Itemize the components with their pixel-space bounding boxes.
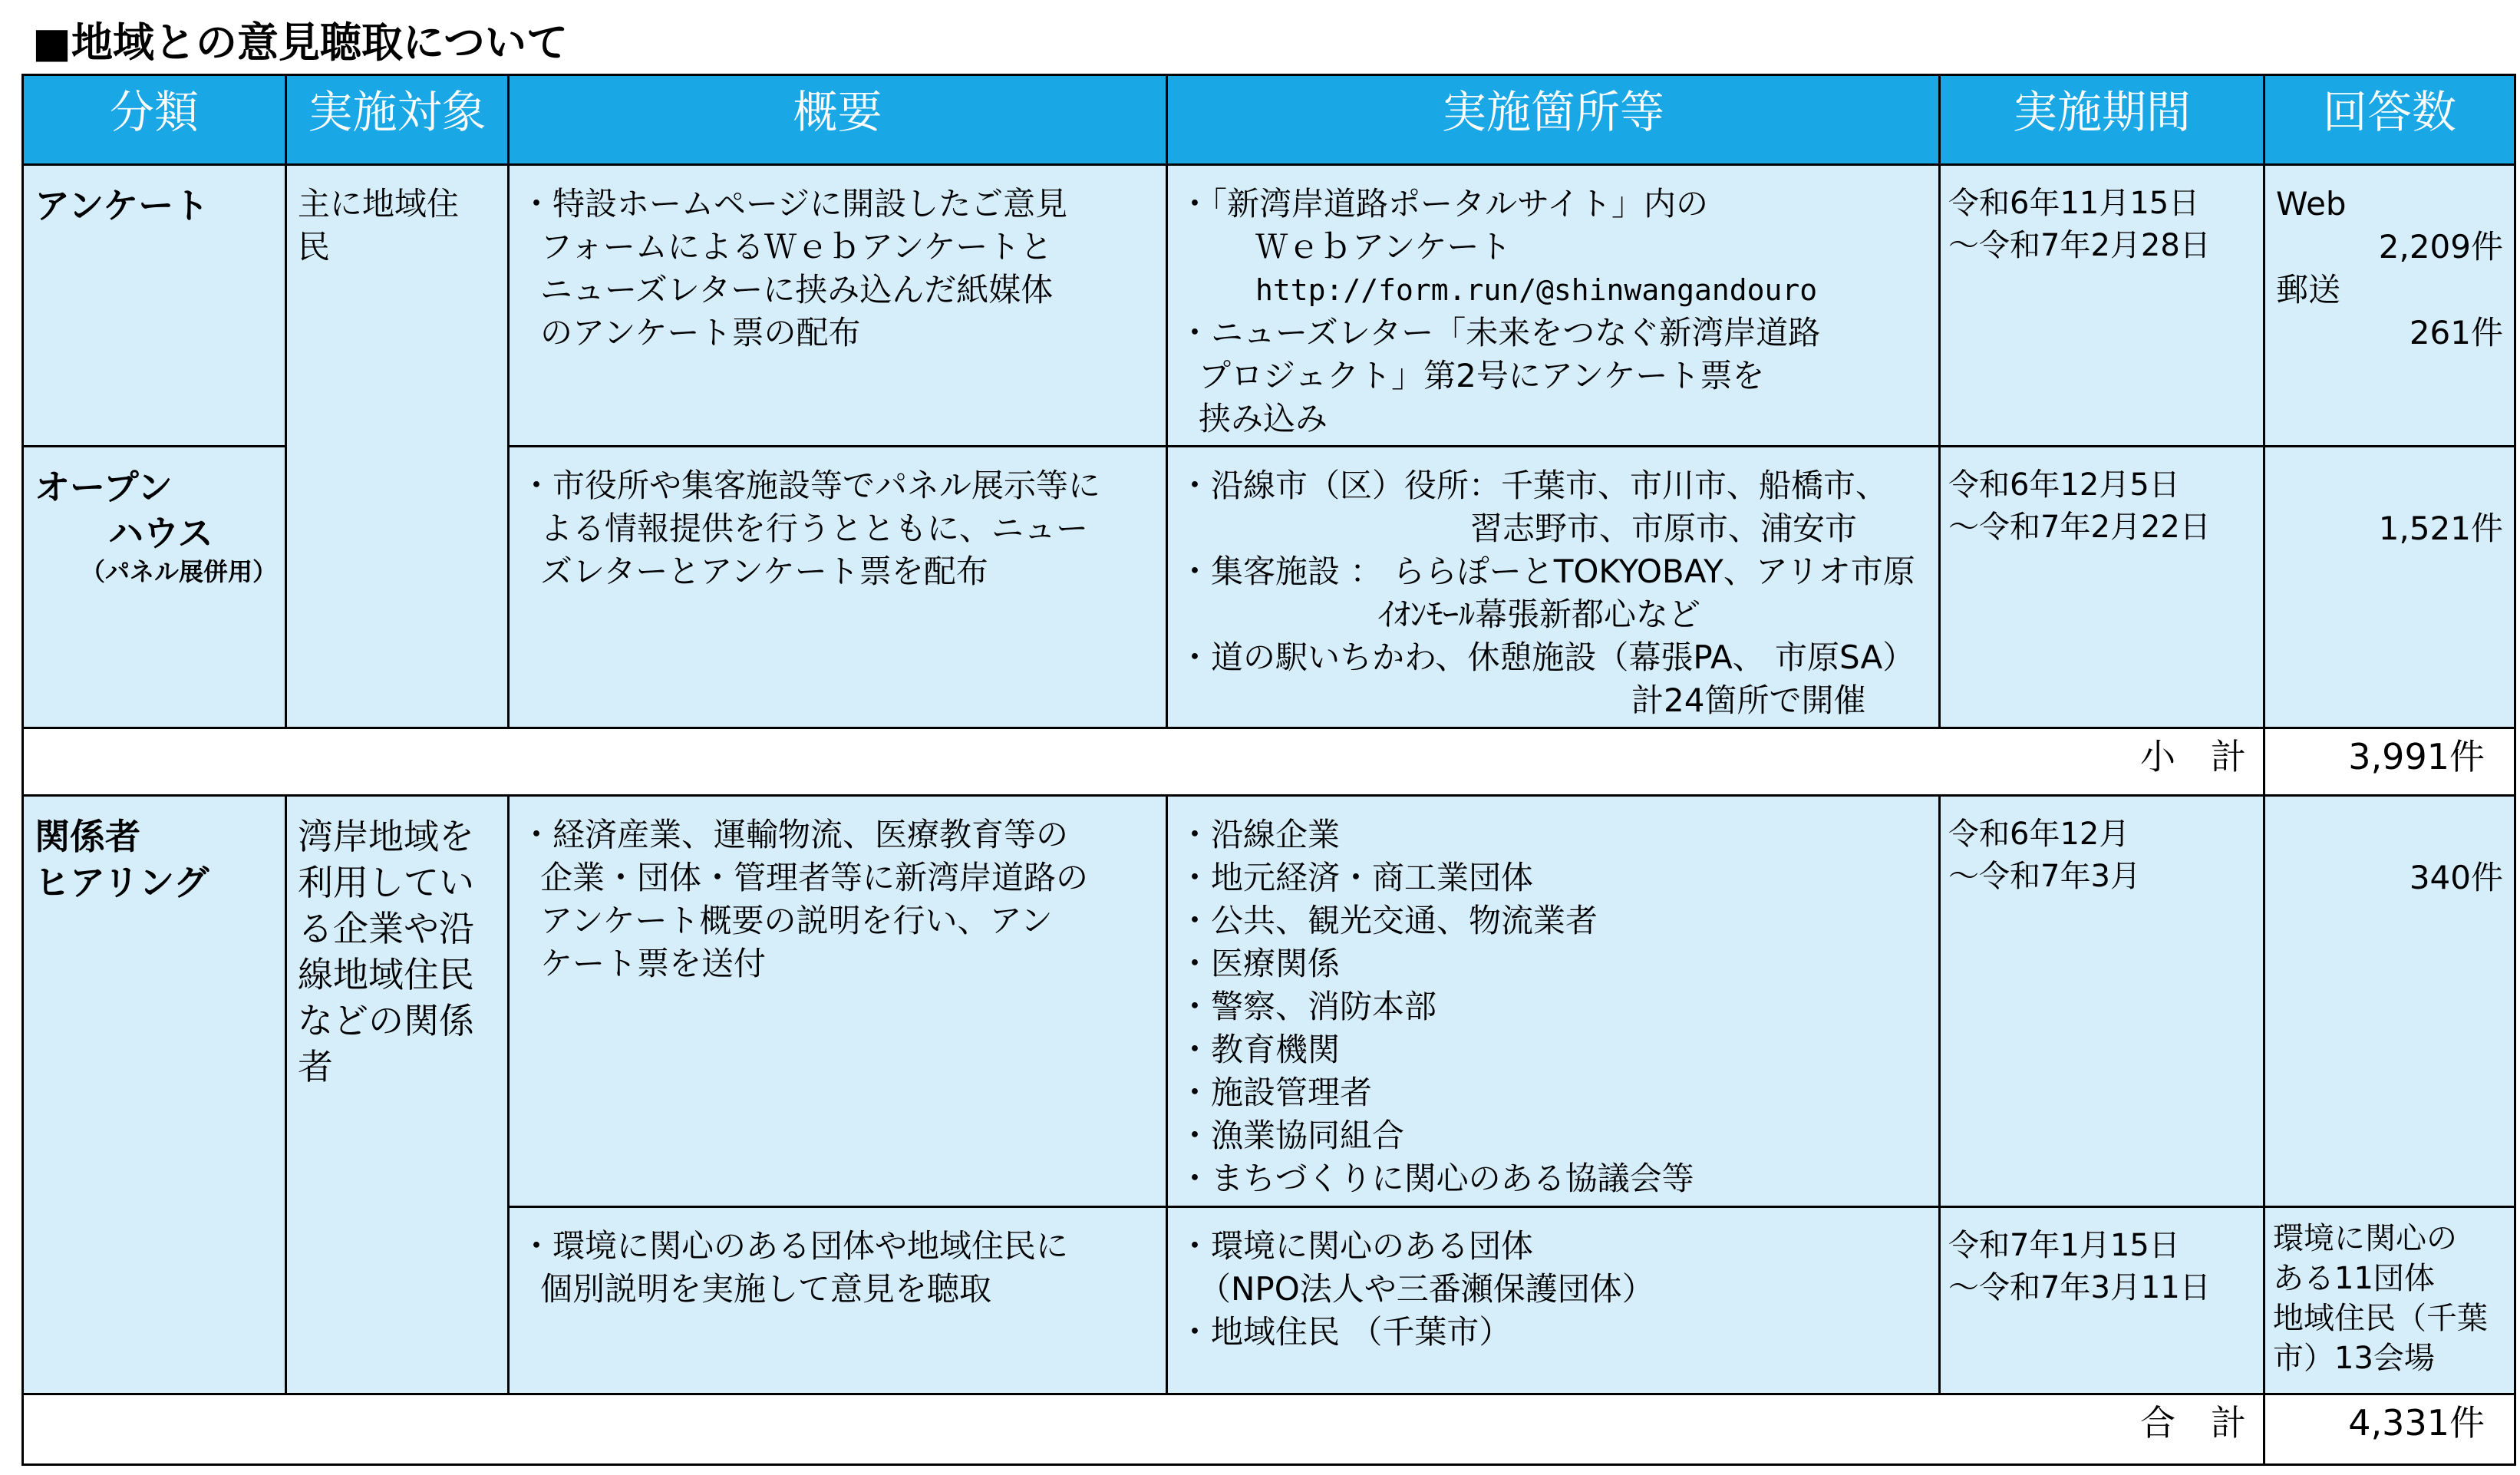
total-value: 4,331件 — [2264, 1394, 2515, 1465]
location-line: 習志野市、市原市、浦安市 — [1470, 510, 1858, 547]
open-house-responses-cell — [2264, 447, 2515, 728]
summary-line: ・市役所や集客施設等でパネル展示等に — [520, 467, 1101, 504]
summary-line: アンケート概要の説明を行い、アン — [540, 902, 1053, 939]
subtotal-value: 3,991件 — [2264, 728, 2515, 796]
target-line: 民 — [298, 228, 331, 266]
location-line: Ｗｅｂアンケート — [1255, 228, 1512, 266]
location-line: プロジェクト」第2号にアンケート票を — [1199, 357, 1765, 394]
environment-responses-cell — [2264, 1207, 2515, 1394]
target-line: 者 — [298, 1046, 333, 1087]
period-line: ～令和7年3月 — [1948, 859, 2141, 894]
page-title: ■地域との意見聴取について — [32, 18, 568, 67]
environment-response-line: ある11団体 — [2273, 1261, 2435, 1296]
period-line: 令和6年12月5日 — [1948, 467, 2180, 503]
period-line: 令和6年12月 — [1948, 817, 2130, 852]
summary-line: 企業・団体・管理者等に新湾岸道路の — [540, 859, 1089, 896]
hearing-period-cell — [1940, 796, 2264, 1207]
header-row — [23, 75, 2515, 165]
location-line: ・漁業協同組合 — [1179, 1117, 1405, 1154]
summary-line: ニューズレターに挟み込んだ紙媒体 — [540, 271, 1054, 309]
header-period: 実施期間 — [1940, 75, 2264, 165]
header-target: 実施対象 — [286, 75, 509, 165]
responses-web-count: 2,209件 — [2378, 228, 2503, 266]
resident-target-cell — [286, 165, 509, 728]
location-line: ・警察、消防本部 — [1179, 988, 1437, 1025]
location-line: ・ニューズレター「未来をつなぐ新湾岸道路 — [1179, 314, 1821, 351]
target-line: 線地域住民 — [298, 954, 474, 995]
open-house-category: オープン — [35, 467, 173, 508]
environment-response-line: 市）13会場 — [2273, 1341, 2435, 1376]
hearing-count: 340件 — [2409, 859, 2503, 896]
survey-responses-cell — [2264, 165, 2515, 447]
subtotal-label: 小 計 — [23, 728, 2264, 796]
hearing-row — [23, 796, 2515, 1207]
environment-response-line: 環境に関心の — [2273, 1221, 2457, 1256]
summary-line: ・特設ホームページに開設したご意見 — [520, 185, 1068, 223]
summary-line: のアンケート票の配布 — [540, 314, 861, 351]
location-line: ・施設管理者 — [1179, 1074, 1373, 1111]
open-house-category-cell — [23, 447, 286, 728]
summary-line: ズレターとアンケート票を配布 — [540, 553, 988, 590]
hearing-category: 関係者 — [35, 816, 140, 857]
summary-line: ・環境に関心のある団体や地域住民に — [520, 1227, 1069, 1265]
total-row — [23, 1394, 2515, 1465]
responses-mail-count: 261件 — [2409, 314, 2503, 351]
location-line: ・沿線企業 — [1179, 816, 1341, 853]
period-line: 令和6年11月15日 — [1948, 186, 2200, 221]
target-line: 主に地域住 — [298, 185, 460, 223]
hearing-summary-cell — [509, 796, 1167, 1207]
environment-locations-cell — [1167, 1207, 1940, 1394]
header-responses: 回答数 — [2264, 75, 2515, 165]
summary-line: ケート票を送付 — [540, 945, 767, 982]
open-house-locations-cell — [1167, 447, 1940, 728]
hearing-category-cell — [23, 796, 286, 1394]
survey-period-cell — [1940, 165, 2264, 447]
location-line: ・公共、観光交通、物流業者 — [1179, 902, 1598, 939]
responses-web-label: Web — [2276, 185, 2347, 223]
subtotal-row — [23, 728, 2515, 796]
responses-mail-label: 郵送 — [2276, 271, 2341, 309]
total-label: 合 計 — [23, 1394, 2264, 1465]
location-line: ・「新湾岸道路ポータルサイト」内の — [1179, 185, 1709, 223]
location-line: 挟み込み — [1199, 400, 1328, 437]
open-house-category: ハウス — [108, 513, 213, 554]
location-line: （NPO法人や三番瀬保護団体） — [1199, 1270, 1654, 1308]
target-line: 利用してい — [298, 862, 474, 903]
location-line: ・道の駅いちかわ、休憩施設（幕張PA、 市原SA） — [1179, 639, 1915, 676]
environment-summary-cell — [509, 1207, 1167, 1394]
location-line: ・集客施設 ： ららぽーとTOKYOBAY、アリオ市原 — [1179, 553, 1915, 590]
location-line: ・環境に関心のある団体 — [1179, 1227, 1534, 1265]
hearing-responses-cell — [2264, 796, 2515, 1207]
period-line: ～令和7年2月28日 — [1948, 228, 2211, 263]
location-line: ・医療関係 — [1179, 945, 1341, 982]
period-line: 令和7年1月15日 — [1948, 1228, 2180, 1263]
location-line: ・地域住民 （千葉市） — [1179, 1313, 1512, 1351]
header-locations: 実施箇所等 — [1167, 75, 1940, 165]
location-line: ・まちづくりに関心のある協議会等 — [1179, 1160, 1694, 1197]
summary-line: ・経済産業、運輸物流、医療教育等の — [520, 816, 1069, 853]
header-summary: 概要 — [509, 75, 1167, 165]
period-line: ～令和7年2月22日 — [1948, 510, 2211, 545]
period-line: ～令和7年3月11日 — [1948, 1270, 2211, 1305]
survey-row — [23, 165, 2515, 447]
target-line: る企業や沿 — [298, 908, 474, 949]
summary-line: よる情報提供を行うとともに、ニュー — [540, 510, 1089, 547]
open-house-summary-cell — [509, 447, 1167, 728]
hearing-summary-table — [21, 74, 2516, 1466]
open-house-note: （パネル展併用） — [81, 557, 278, 586]
hearing-target-cell — [286, 796, 509, 1394]
survey-summary-cell — [509, 165, 1167, 447]
target-line: 湾岸地域を — [298, 816, 474, 857]
environment-period-cell — [1940, 1207, 2264, 1394]
open-house-period-cell — [1940, 447, 2264, 728]
location-line: ・沿線市（区）役所：千葉市、市川市、船橋市、 — [1179, 467, 1888, 504]
survey-category: アンケート — [35, 185, 209, 226]
location-line: ・教育機関 — [1179, 1031, 1341, 1068]
location-line: 計24箇所で開催 — [1631, 681, 1866, 719]
survey-url: http://form.run/@shinwangandouro — [1255, 273, 1818, 307]
hearing-category: ヒアリング — [35, 862, 209, 903]
location-line: ｲｵﾝﾓｰﾙ幕張新都心など — [1378, 596, 1701, 633]
summary-line: 個別説明を実施して意見を聴取 — [540, 1270, 992, 1308]
survey-category-cell — [23, 165, 286, 447]
survey-locations-cell — [1167, 165, 1940, 447]
header-category: 分類 — [23, 75, 286, 165]
summary-line: フォームによるＷｅｂアンケートと — [540, 228, 1053, 266]
environment-response-line: 地域住民（千葉 — [2273, 1301, 2488, 1336]
location-line: ・地元経済・商工業団体 — [1179, 859, 1534, 896]
hearing-locations-cell — [1167, 796, 1940, 1207]
open-house-count: 1,521件 — [2378, 510, 2503, 547]
target-line: などの関係 — [298, 1000, 474, 1041]
